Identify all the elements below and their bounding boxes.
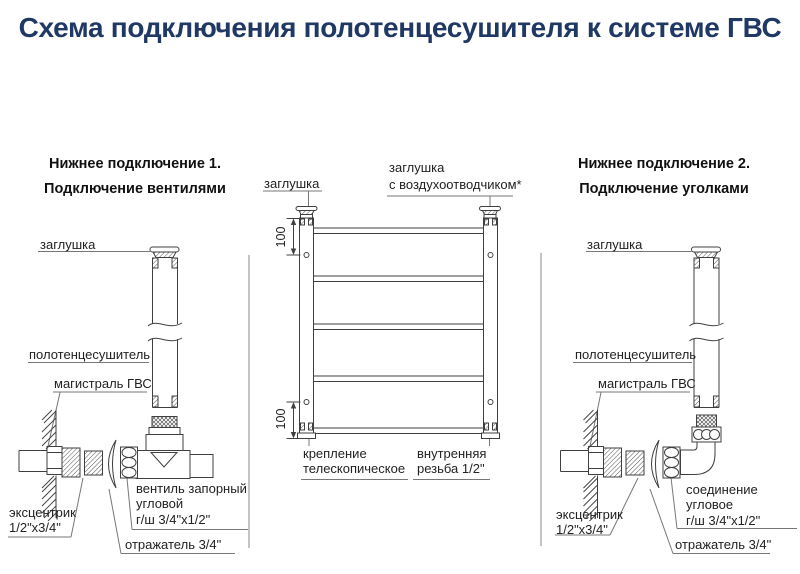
dimension-lines: [287, 219, 301, 439]
right-plug-label: заглушка: [587, 237, 643, 252]
corner-joint-label: [686, 482, 760, 528]
left-towel-rail-label: полотенцесушитель: [29, 347, 151, 362]
air-vent-plug-line1: заглушка: [389, 160, 445, 175]
page-title: Схема подключения полотенцесушителя к системе ГВС: [18, 12, 782, 43]
right-eccentric-line1: эксцентрик: [556, 507, 623, 522]
valve-line3: г/ш 3/4"x1/2": [136, 511, 211, 527]
center-plug-label: заглушка: [264, 176, 320, 191]
air-vent-plug-label: [389, 160, 522, 193]
left-main-line-label: магистраль ГВС: [54, 376, 152, 391]
thread-line2: резьба 1/2": [417, 461, 485, 477]
left-eccentric-line1: эксцентрик: [9, 505, 76, 520]
left-heading-line2: Подключение вентилями: [44, 181, 226, 197]
right-section-heading: [556, 152, 772, 202]
mount-line1: крепление: [303, 446, 367, 461]
thread-label: [417, 446, 486, 477]
mount-line2: телескопическое: [303, 461, 406, 477]
right-eccentric-label: [556, 507, 623, 538]
corner-joint-line3: г/ш 3/4"x1/2": [686, 512, 761, 528]
air-vent-plug-line2: с воздухоотводчиком*: [389, 176, 522, 192]
corner-joint-line1: соединение: [686, 482, 758, 497]
right-heading-line2: Подключение уголками: [579, 181, 749, 197]
valve-line2: угловой: [136, 496, 184, 512]
towel-rail-drawing: [296, 207, 501, 439]
mount-label: [303, 446, 405, 477]
leader-lines: [8, 191, 797, 554]
valve-line1: вентиль запорный: [136, 481, 247, 496]
right-heading-line1: Нижнее подключение 2.: [577, 156, 751, 172]
dimension-100-top: 100: [274, 226, 288, 248]
left-section-heading: [27, 152, 243, 202]
left-plug-label: заглушка: [40, 237, 96, 252]
corner-joint-line2: угловое: [686, 497, 734, 513]
thread-line1: внутренняя: [417, 446, 487, 461]
left-eccentric-line2: 1/2"x3/4": [9, 520, 61, 536]
left-heading-line1: Нижнее подключение 1.: [48, 156, 222, 172]
right-towel-rail-label: полотенцесушитель: [575, 347, 697, 362]
dimension-100-bottom: 100: [274, 408, 288, 430]
right-reflector-label: отражатель 3/4": [675, 537, 772, 552]
right-main-line-label: магистраль ГВС: [598, 376, 696, 391]
valve-label: [136, 481, 247, 527]
left-reflector-label: отражатель 3/4": [125, 537, 222, 552]
left-eccentric-label: [9, 505, 76, 536]
right-eccentric-line2: 1/2"x3/4": [556, 522, 608, 538]
